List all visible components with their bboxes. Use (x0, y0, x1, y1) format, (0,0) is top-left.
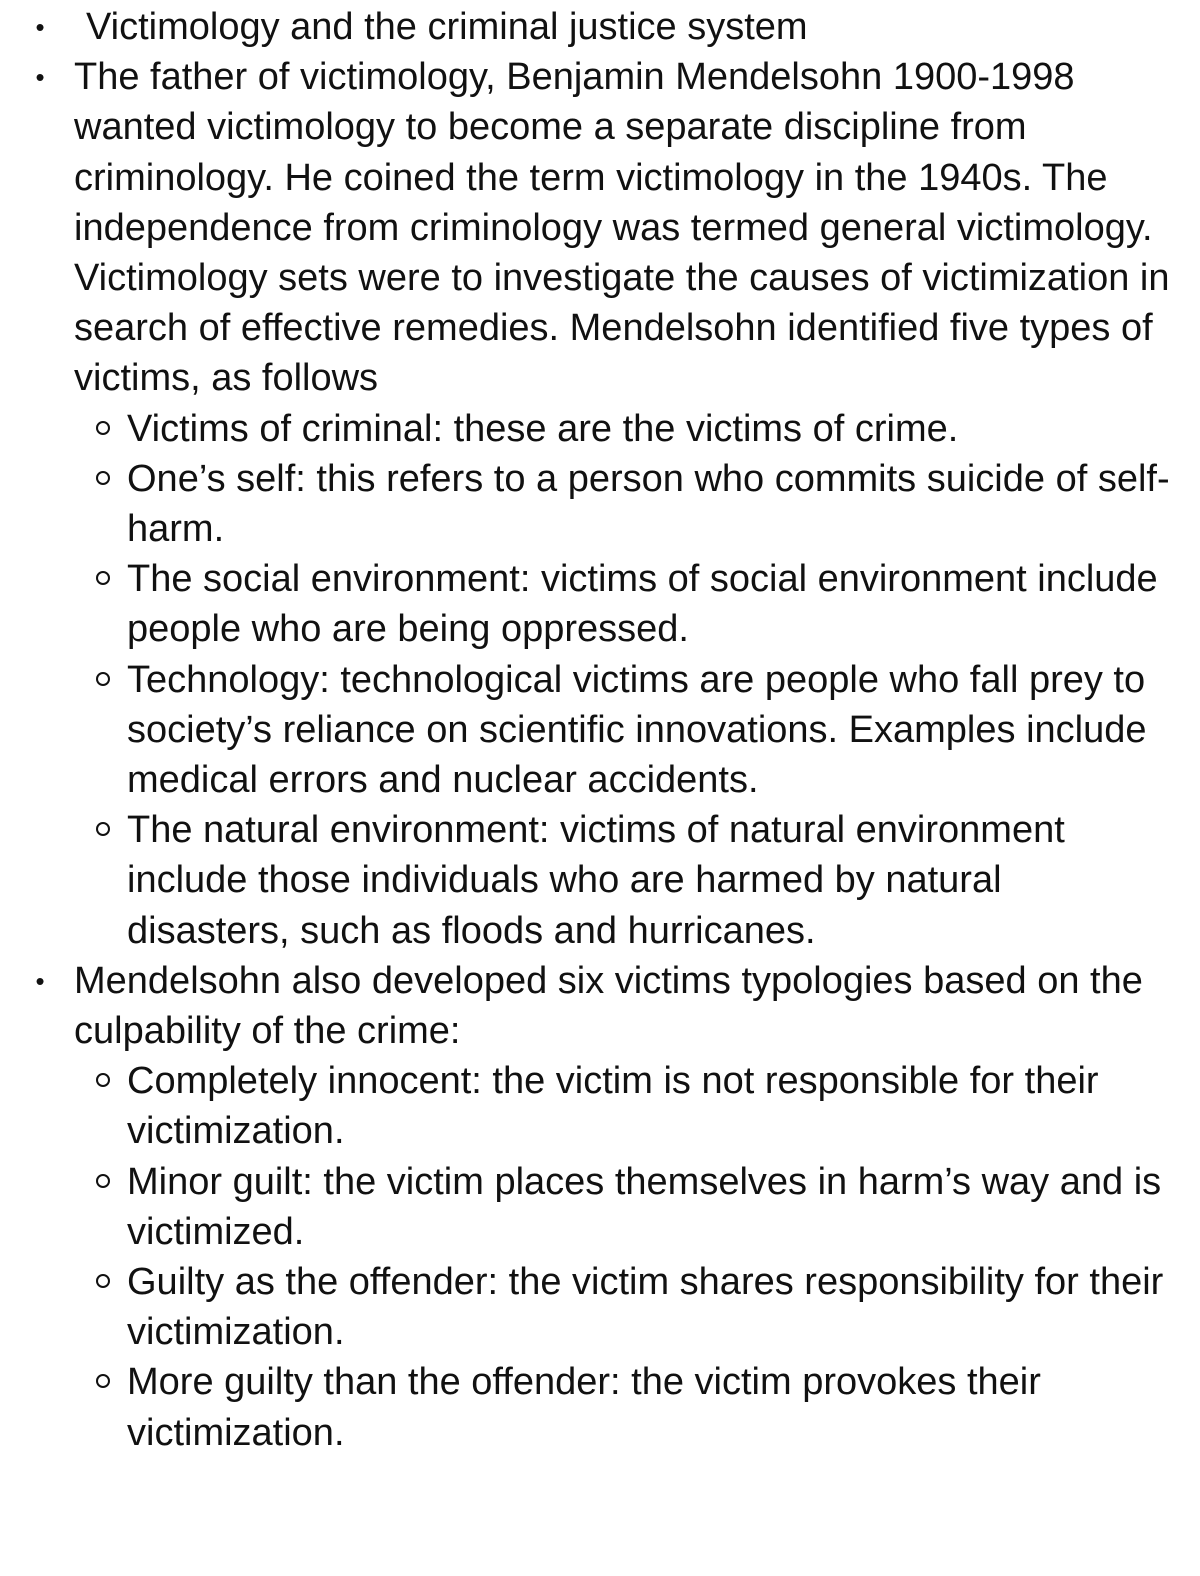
sub-list-item-text: Completely innocent: the victim is not responsible for their victimization. (127, 1060, 1099, 1153)
sub-list-item-text: Victims of criminal: these are the victims of crime. (127, 407, 959, 450)
list-item-text: Mendelsohn also developed six victims typologies based on the culpability of the crime: (74, 959, 1143, 1053)
bullet-dot-icon: • (35, 12, 45, 42)
sub-list-item-text: The natural environment: victims of natural environment include those individuals who are harmed by natural disasters, such as floods and hurricanes. (127, 809, 1065, 952)
bullet-circle-icon (96, 421, 110, 435)
bullet-circle-icon (96, 1374, 110, 1388)
bullet-circle-icon (96, 672, 110, 686)
bullet-circle-icon (96, 1073, 110, 1087)
sub-bullet-list (74, 1056, 1172, 1458)
bullet-circle-icon (96, 822, 110, 836)
list-item-text: The father of victimology, Benjamin Mendelsohn 1900-1998 wanted victimology to become a separate discipline from criminology. He coined the term victimology in the 1940s. The independence from criminology was termed general victimology. Victimology sets were to investigate the causes of victimization in search of effective remedies. Mendelsohn identified five types of victims, as follows (74, 56, 1170, 400)
sub-list-item-text: More guilty than the offender: the victim provokes their victimization. (127, 1361, 1041, 1454)
sub-list-item (74, 1157, 1172, 1257)
bullet-circle-icon (96, 1174, 110, 1188)
sub-list-item-text: Minor guilt: the victim places themselves in harm’s way and is victimized. (127, 1160, 1162, 1253)
sub-list-item (74, 805, 1172, 956)
sub-list-item-text: Technology: technological victims are people who fall prey to society’s reliance on scientific innovations. Examples include medical errors and nuclear accidents. (127, 658, 1147, 802)
sub-bullet-list (74, 404, 1172, 956)
bullet-list (0, 2, 1172, 1458)
bullet-circle-icon (96, 571, 110, 585)
sub-list-item (74, 1357, 1172, 1457)
bullet-circle-icon (96, 1274, 110, 1288)
bullet-dot-icon: • (35, 965, 45, 996)
sub-list-item (74, 404, 1172, 454)
sub-list-item (74, 1056, 1172, 1156)
bullet-circle-icon (96, 471, 110, 485)
sub-list-item (74, 655, 1172, 806)
sub-list-item (74, 1257, 1172, 1357)
sub-list-item-text: The social environment: victims of social environment include people who are being oppressed. (127, 558, 1158, 651)
list-item (0, 2, 1172, 52)
list-item (0, 52, 1172, 956)
sub-list-item (74, 454, 1172, 554)
sub-list-item (74, 554, 1172, 654)
sub-list-item-text: Guilty as the offender: the victim shares responsibility for their victimization. (127, 1261, 1164, 1354)
list-item (0, 956, 1172, 1458)
list-item-text: Victimology and the criminal justice system (86, 6, 808, 48)
sub-list-item-text: One’s self: this refers to a person who commits suicide of self-harm. (127, 457, 1170, 551)
bullet-dot-icon: • (35, 62, 45, 93)
